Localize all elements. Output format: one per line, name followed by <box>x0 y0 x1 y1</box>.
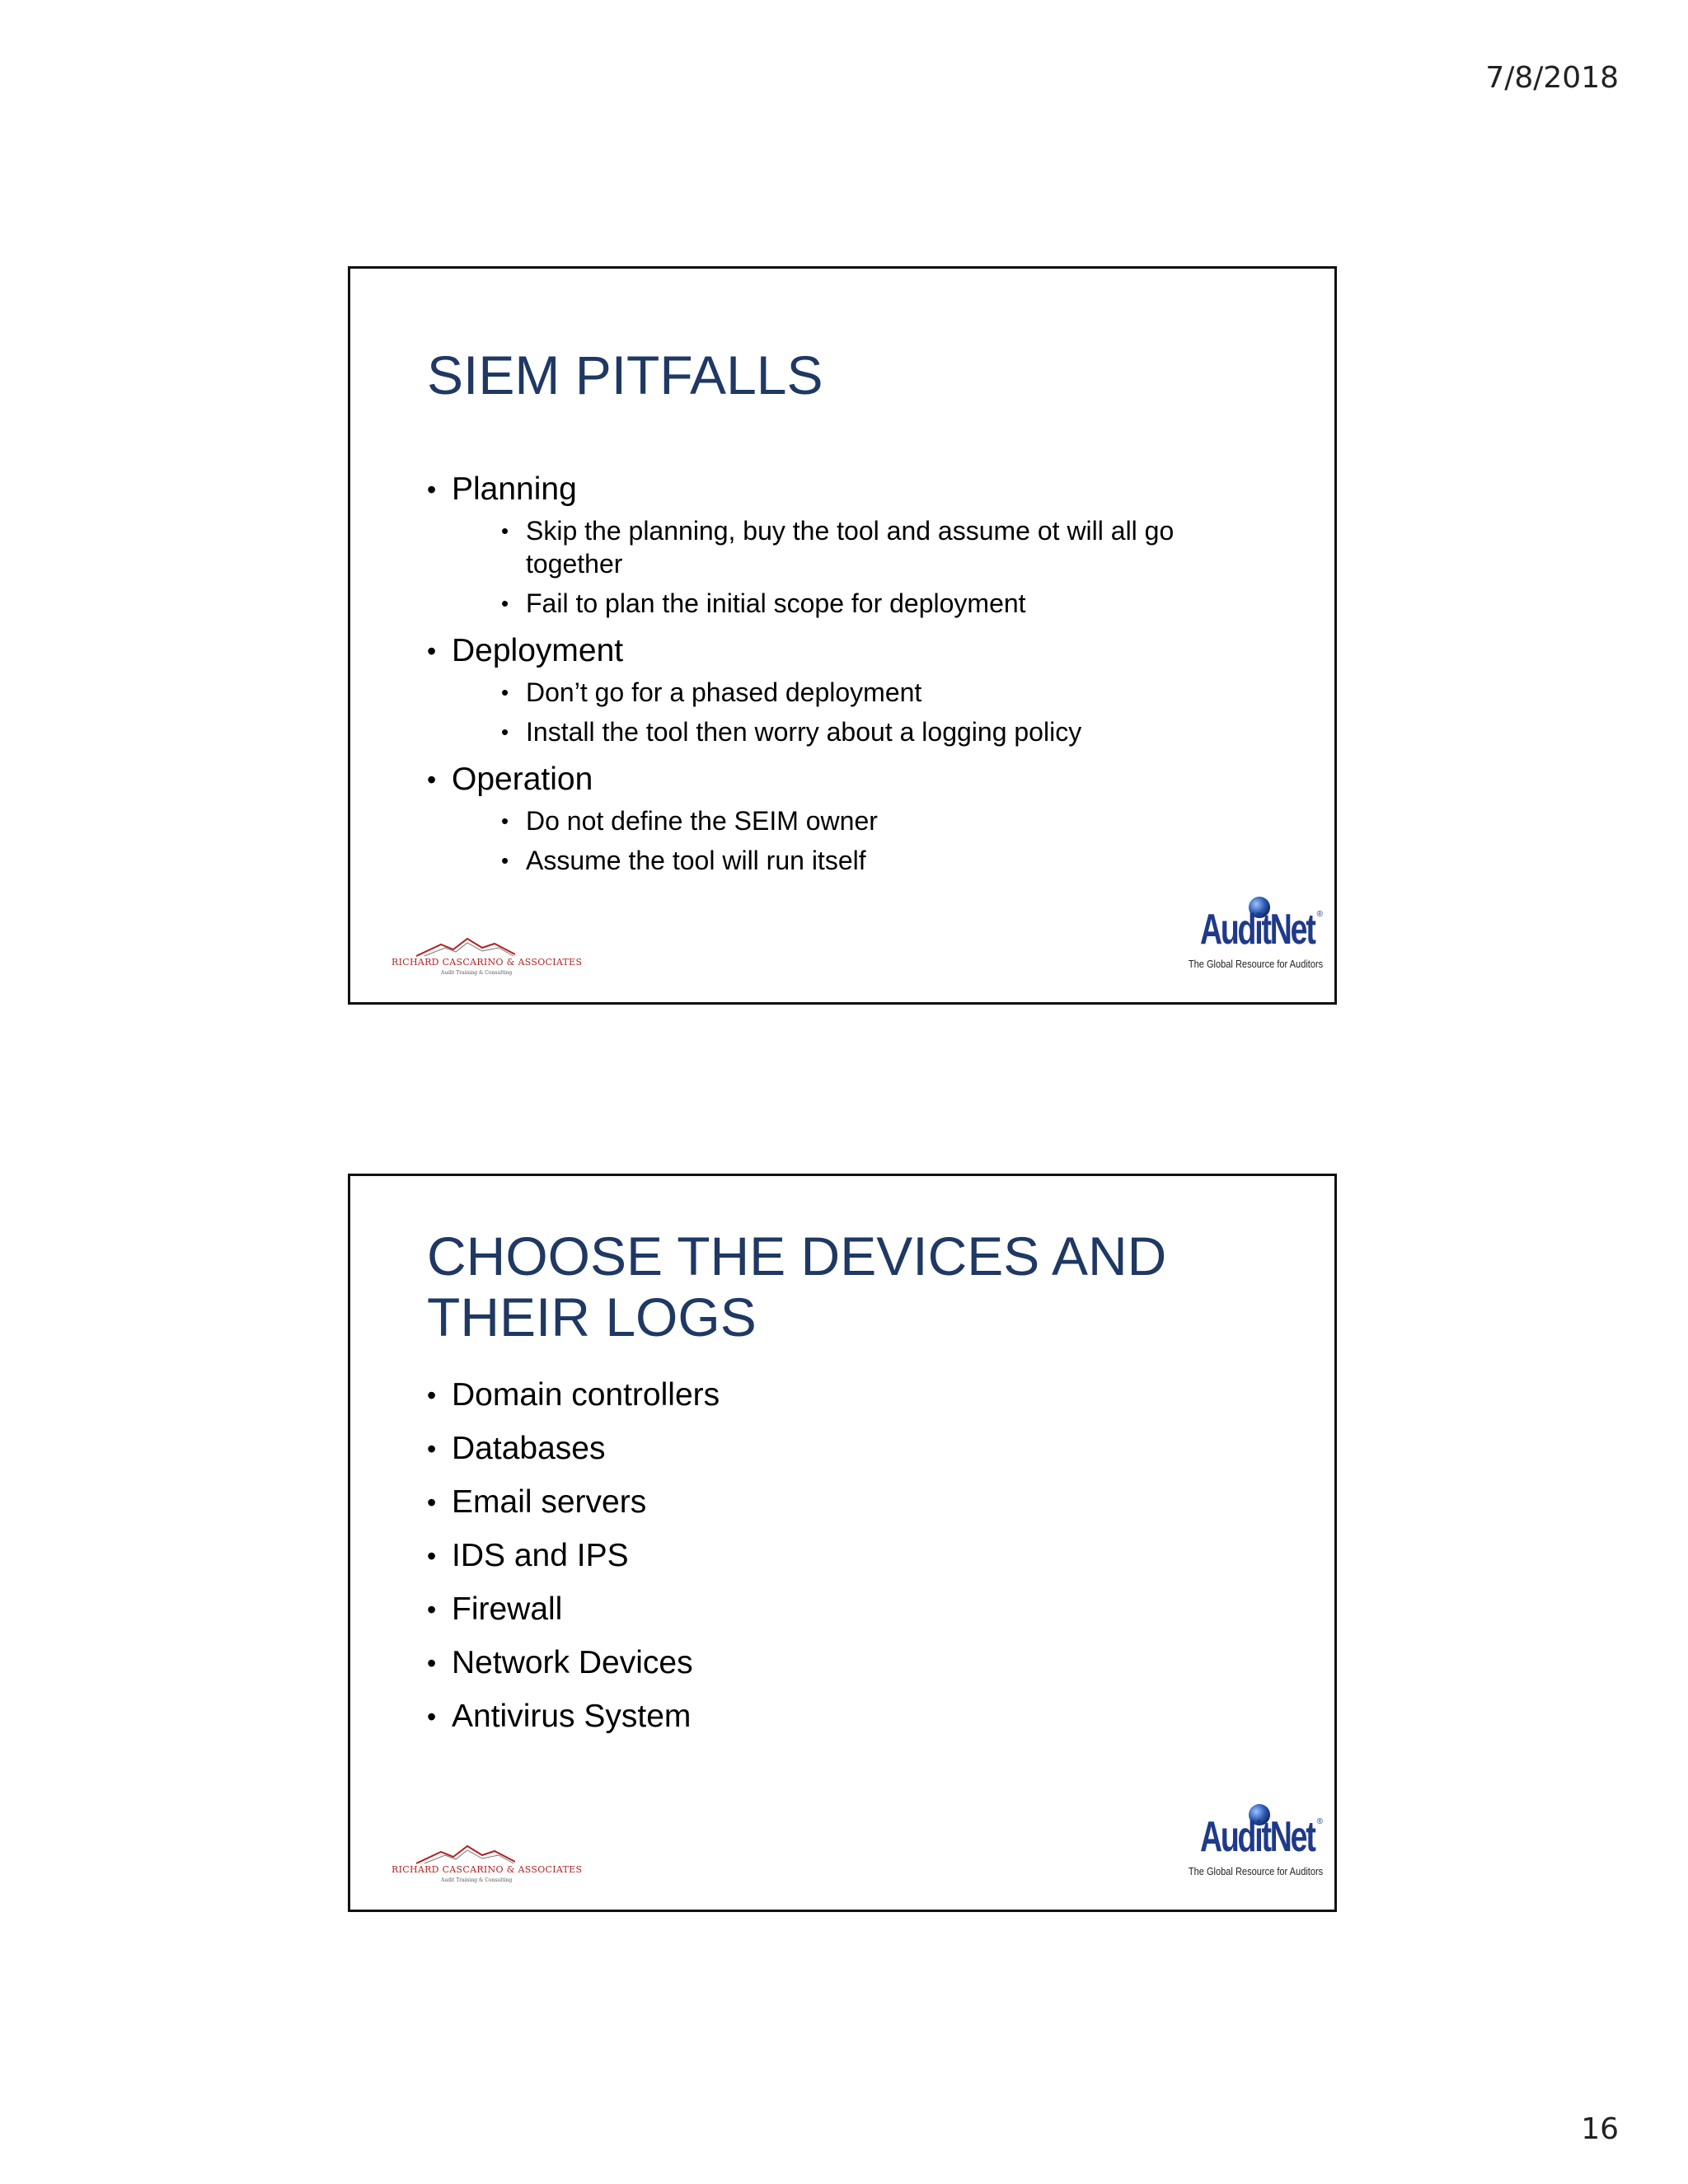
auditnet-name: AuditNet <box>1200 1813 1315 1861</box>
slide-choose-devices <box>348 1174 1337 1912</box>
sub-bullet: • Skip the planning, buy the tool and assume ot will all go together <box>501 514 1251 580</box>
bullet-item: • Network Devices <box>427 1643 1251 1683</box>
page-number: 16 <box>1581 2112 1619 2146</box>
rca-logo <box>392 936 583 979</box>
bullet-item: • IDS and IPS <box>427 1536 1251 1576</box>
bullet-label: Planning <box>452 471 577 507</box>
auditnet-logo <box>1183 895 1323 977</box>
bullet-item: • Antivirus System <box>427 1697 1251 1736</box>
bullet-item: • Databases <box>427 1429 1251 1469</box>
mountain-icon <box>416 936 515 958</box>
auditnet-tagline: The Global Resource for Auditors <box>1188 1865 1323 1877</box>
bullet-label: Operation <box>452 762 593 797</box>
auditnet-tagline: The Global Resource for Auditors <box>1188 958 1323 970</box>
sub-bullet-list <box>452 514 1251 620</box>
sub-bullet-list <box>452 676 1251 748</box>
bullet-list <box>427 470 1251 883</box>
rca-tagline: Audit Training & Consulting <box>441 1877 513 1883</box>
auditnet-logo <box>1183 1802 1323 1885</box>
mountain-icon <box>416 1844 515 1865</box>
sub-bullet-list <box>452 804 1251 877</box>
rca-name: RICHARD CASCARINO & ASSOCIATES <box>392 1864 583 1875</box>
rca-tagline: Audit Training & Consulting <box>441 970 513 976</box>
slide-title: CHOOSE THE DEVICES AND THEIR LOGS <box>427 1226 1167 1347</box>
sub-bullet: • Fail to plan the initial scope for deployment <box>501 587 1251 620</box>
auditnet-name: AuditNet <box>1200 906 1315 954</box>
slide-siem-pitfalls <box>348 266 1337 1005</box>
sub-bullet: • Don’t go for a phased deployment <box>501 676 1251 709</box>
bullet-list <box>427 1376 1251 1750</box>
slide-title: SIEM PITFALLS <box>427 344 823 405</box>
registered-mark-icon: ® <box>1316 1817 1323 1826</box>
page-date: 7/8/2018 <box>1485 61 1619 95</box>
rca-name: RICHARD CASCARINO & ASSOCIATES <box>392 957 583 968</box>
bullet-label: Deployment <box>452 633 624 668</box>
bullet-item: • Domain controllers <box>427 1376 1251 1415</box>
bullet-item: • Email servers <box>427 1483 1251 1522</box>
bullet-deployment <box>427 631 1251 748</box>
registered-mark-icon: ® <box>1316 910 1323 919</box>
rca-logo <box>392 1844 583 1886</box>
bullet-item: • Firewall <box>427 1590 1251 1629</box>
sub-bullet: • Do not define the SEIM owner <box>501 804 1251 837</box>
bullet-planning <box>427 470 1251 620</box>
bullet-operation <box>427 760 1251 877</box>
sub-bullet: • Assume the tool will run itself <box>501 844 1251 877</box>
sub-bullet: • Install the tool then worry about a logging policy <box>501 715 1251 748</box>
